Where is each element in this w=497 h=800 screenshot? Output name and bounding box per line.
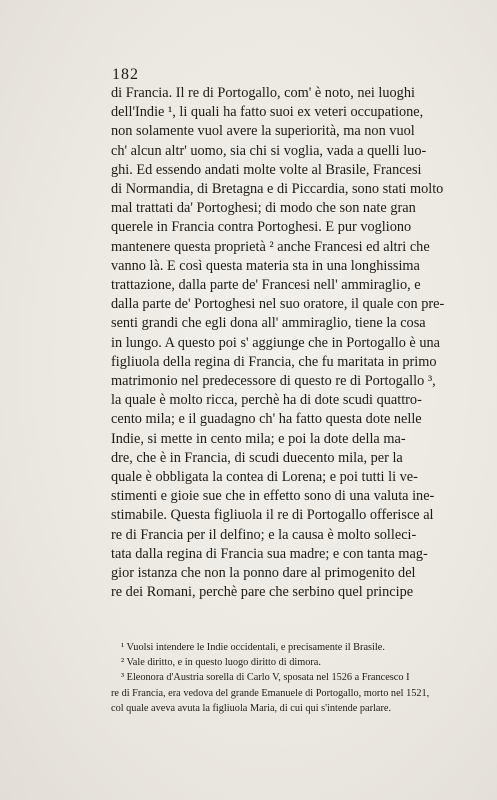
text-line: non solamente vuol avere la superiorità, ma non vuol bbox=[111, 123, 415, 140]
text-line: ghi. Ed essendo andati molte volte al Brasile, Francesi bbox=[111, 161, 422, 178]
text-line: re dei Romani, perchè pare che serbino quel principe bbox=[111, 584, 414, 601]
text-line: trattazione, dalla parte de' Francesi nell' ammiraglio, e bbox=[111, 277, 421, 294]
text-line: dell'Indie ¹, li quali ha fatto suoi ex veteri occupatione, bbox=[111, 104, 424, 121]
footnotes bbox=[111, 640, 476, 716]
text-line: mal trattati da' Portoghesi; di modo che son nate gran bbox=[111, 200, 416, 217]
text-line: in lungo. A questo poi s' aggiunge che in Portogallo è una bbox=[111, 334, 440, 351]
text-line: stimabile. Questa figliuola il re di Portogallo offerisce al bbox=[111, 507, 434, 524]
text-line: vanno là. E così questa materia sta in una longhissima bbox=[111, 257, 420, 274]
footnote-3-cont: col quale aveva avuta la figliuola Maria, di cui qui s'intende parlare. bbox=[111, 702, 392, 714]
footnote-3: ³ Eleonora d'Austria sorella di Carlo V, sposata nel 1526 a Francesco I bbox=[121, 672, 410, 684]
text-line: tata dalla regina di Francia sua madre; e con tanta mag- bbox=[111, 545, 428, 562]
body-text bbox=[111, 84, 472, 602]
text-line: stimenti e gioie sue che in effetto sono di una valuta ine- bbox=[111, 488, 435, 505]
text-line: ch' alcun altr' uomo, sia chi si voglia, vada a quelli luo- bbox=[111, 142, 427, 159]
text-line: dalla parte de' Portoghesi nel suo oratore, il quale con pre- bbox=[111, 296, 445, 313]
text-line: di Normandia, di Bretagna e di Piccardia, sono stati molto bbox=[111, 181, 444, 198]
text-line: Indie, si mette in cento mila; e poi la dote della ma- bbox=[111, 430, 406, 447]
text-line: re di Francia per il delfino; e la causa è molto solleci- bbox=[111, 526, 417, 543]
text-line: senti grandi che egli dona all' ammiraglio, tiene la cosa bbox=[111, 315, 426, 332]
footnote-2: ² Vale diritto, e in questo luogo diritto di dimora. bbox=[121, 657, 321, 669]
text-line: cento mila; e il guadagno ch' ha fatto questa dote nelle bbox=[111, 411, 422, 428]
page-number: 182 bbox=[112, 66, 139, 83]
text-line: querele in Francia contra Portoghesi. E pur vogliono bbox=[111, 219, 412, 236]
text-line: figliuola della regina di Francia, che fu maritata in primo bbox=[111, 353, 437, 370]
text-line: dre, che è in Francia, di scudi duecento mila, per la bbox=[111, 449, 403, 466]
text-line: la quale è molto ricca, perchè ha di dote scudi quattro- bbox=[111, 392, 422, 409]
text-line: quale è obbligata la contea di Lorena; e poi tutti li ve- bbox=[111, 469, 418, 486]
text-line: matrimonio nel predecessore di questo re di Portogallo ³, bbox=[111, 373, 436, 390]
footnote-1: ¹ Vuolsi intendere le Indie occidentali, e precisamente il Brasile. bbox=[121, 642, 385, 653]
footnote-3-cont: re di Francia, era vedova del grande Emanuele di Portogallo, morto nel 1521, bbox=[111, 687, 430, 699]
text-line: gior istanza che non la ponno dare al primogenito del bbox=[111, 565, 416, 582]
text-line: mantenere questa proprietà ² anche Francesi ed altri che bbox=[111, 238, 430, 255]
text-line: di Francia. Il re di Portogallo, com' è noto, nei luoghi bbox=[111, 85, 415, 101]
